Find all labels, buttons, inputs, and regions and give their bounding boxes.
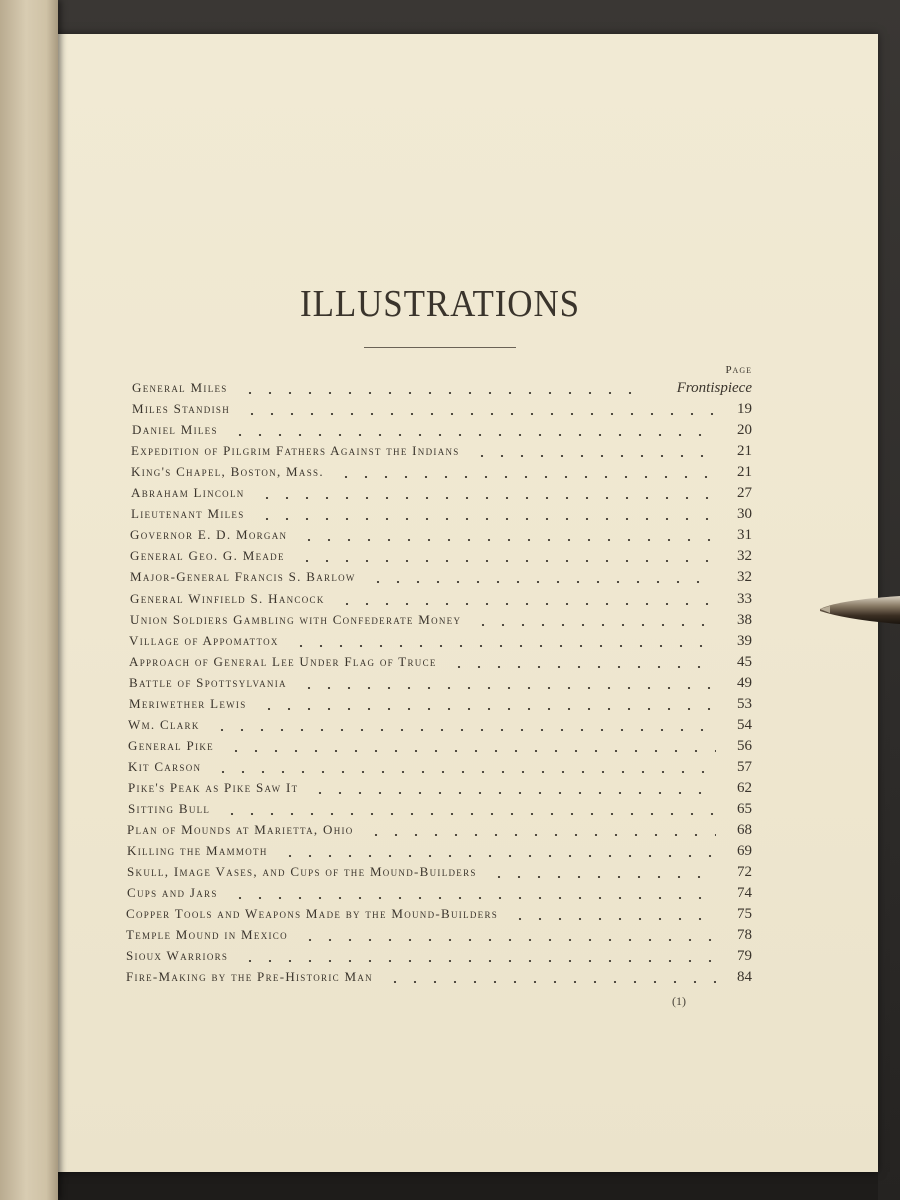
illustration-title: Lieutenant Miles [131,506,245,522]
list-item [130,591,752,611]
list-item [129,675,752,695]
dot-leader [489,876,716,878]
list-item [131,464,752,484]
page-number: 49 [737,674,752,691]
page-number: 30 [737,506,752,523]
page-number: 45 [737,653,752,670]
illustration-title: Sitting Bull [128,801,211,816]
dot-leader [291,645,716,647]
dot-leader [257,518,716,520]
page-folio: (1) [672,994,686,1008]
list-item [127,885,752,905]
page-number: 65 [737,801,752,817]
dot-leader [366,834,716,836]
illustration-title: Fire-Making by the Pre-Historic Man [126,969,373,985]
page-number: 32 [737,569,752,586]
page-column-header: Page [725,364,752,376]
dot-leader [299,687,716,689]
dot-leader [213,771,716,773]
illustration-title: Village of Appomattox [129,632,279,648]
page-number: 32 [737,548,752,565]
list-item [127,822,752,842]
page-number: 56 [737,737,752,754]
dot-leader [449,666,716,668]
dot-leader [368,581,716,583]
illustration-title: Meriwether Lewis [129,695,247,711]
page-number: 54 [737,716,752,733]
page-number: 78 [737,927,752,944]
illustration-title: General Winfield S. Hancock [130,590,325,606]
illustration-title: Copper Tools and Weapons Made by the Mound-Builders [126,906,499,922]
illustration-title: Abraham Lincoln [131,485,245,501]
page-number: 33 [737,590,752,607]
list-item [129,654,752,674]
dot-leader [240,392,644,394]
dot-leader [230,897,716,899]
list-item [129,633,752,653]
page-number: 21 [737,464,752,481]
page-number: 27 [737,485,752,502]
illustration-title: General Geo. G. Meade [130,548,285,564]
page-number: Frontispiece [676,380,752,396]
list-item [128,717,752,737]
dot-leader [240,960,716,962]
page-number: 20 [737,422,752,439]
title-rule [364,347,516,348]
illustration-title: King's Chapel, Boston, Mass. [131,464,324,480]
list-item [128,738,752,758]
list-item [131,485,752,505]
illustration-title: Skull, Image Vases, and Cups of the Mound-Builders [127,864,477,880]
page-number: 21 [737,443,752,460]
pen-icon [818,590,900,628]
dot-leader [472,455,716,457]
list-item [130,569,752,589]
page-number: 38 [737,611,752,628]
list-item [132,401,752,421]
page-title: ILLUSTRATIONS [300,283,580,325]
dot-leader [280,855,716,857]
dot-leader [230,434,716,436]
dot-leader [336,476,716,478]
page-number: 68 [737,822,752,839]
page-number: 75 [737,906,752,923]
dot-leader [299,539,716,541]
list-item [130,527,752,547]
dot-leader [259,708,716,710]
dot-leader [212,729,716,731]
list-item [131,506,752,526]
illustration-title: Governor E. D. Morgan [130,527,288,543]
illustration-title: Daniel Miles [132,422,218,438]
illustration-title: Plan of Mounds at Marietta, Ohio [127,822,354,838]
illustration-title: Killing the Mammoth [127,843,268,859]
illustration-title: Miles Standish [132,401,231,417]
page-number: 57 [737,758,752,775]
illustration-title: Sioux Warriors [126,948,229,964]
page-number: 31 [737,527,752,544]
list-item [129,696,752,716]
list-item [131,443,752,463]
illustration-title: Cups and Jars [127,885,218,901]
page-number: 79 [737,948,752,965]
page-number: 72 [737,864,752,881]
list-item [126,927,752,947]
illustration-title: Kit Carson [128,758,202,774]
illustration-title: General Pike [128,737,214,753]
dot-leader [226,750,716,752]
illustration-title: Approach of General Lee Under Flag of Truce [129,653,437,669]
illustration-title: Major-General Francis S. Barlow [130,569,356,585]
list-item [128,780,752,800]
list-item [130,548,752,568]
illustration-title: General Miles [132,380,228,395]
list-item [126,969,752,989]
dot-leader [385,981,716,983]
dot-leader [297,560,716,562]
dot-leader [510,918,716,920]
dot-leader [310,792,716,794]
illustration-title: Expedition of Pilgrim Fathers Against the Indians [131,443,460,459]
dot-leader [222,813,716,815]
dot-leader [242,413,716,415]
dot-leader [473,624,716,626]
list-item [127,843,752,863]
page-number: 69 [737,843,752,860]
page-number: 84 [737,969,752,986]
page-number: 39 [737,632,752,649]
page-number: 53 [737,695,752,712]
list-item [127,864,752,884]
illustration-title: Wm. Clark [128,716,200,732]
page-number: 74 [737,885,752,902]
dot-leader [337,603,716,605]
illustration-title: Battle of Spottsylvania [129,674,287,690]
illustration-title: Union Soldiers Gambling with Confederate Money [130,611,462,627]
list-item [126,948,752,968]
list-item [130,612,752,632]
list-item [126,906,752,926]
page-number: 62 [737,779,752,796]
dot-leader [300,939,716,941]
illustration-title: Temple Mound in Mexico [126,927,288,943]
list-item [132,380,752,400]
list-item [128,801,752,821]
list-item [132,422,752,442]
list-item [128,759,752,779]
dot-leader [257,497,716,499]
page-number: 19 [737,401,752,418]
illustration-title: Pike's Peak as Pike Saw It [128,779,299,795]
